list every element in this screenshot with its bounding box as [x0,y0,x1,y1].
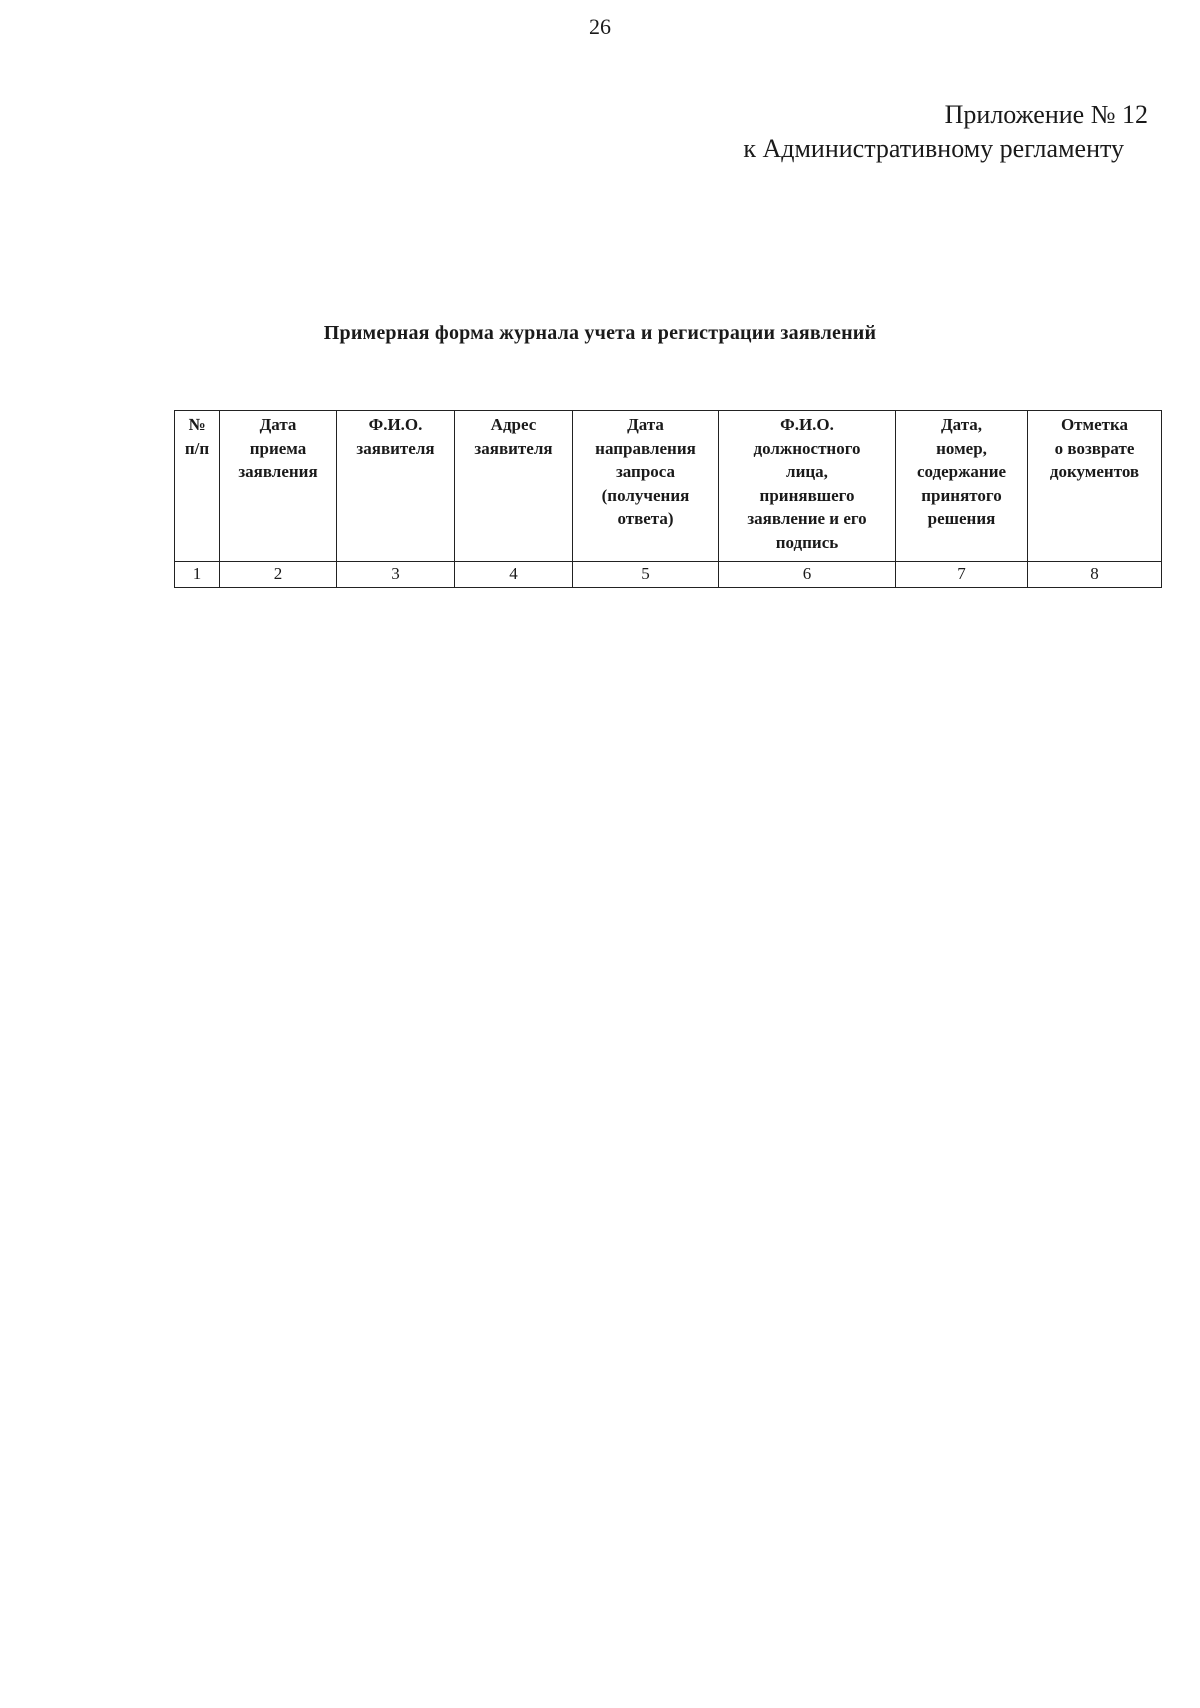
header-line: решения [927,509,996,528]
header-line: направления [595,438,696,458]
col-header-request-date [573,411,719,562]
page-number: 26 [589,14,611,39]
col-header-applicant-name [337,411,455,562]
header-line: лица, [786,462,828,481]
header-line: заявителя [356,438,435,458]
col-header-number [175,411,220,562]
col-header-documents-return [1028,411,1162,562]
col-header-official-name [719,411,896,562]
header-line: Дата [259,415,297,434]
column-number-cell: 7 [896,562,1028,588]
column-number-cell: 8 [1028,562,1162,588]
header-line: Дата, [940,415,983,434]
header-line: Отметка [1060,415,1129,434]
header-line: Дата [627,415,664,434]
header-line: приема [249,438,307,458]
header-line: № [188,415,206,434]
column-number-cell: 6 [719,562,896,588]
form-title: Примерная форма журнала учета и регистрации заявлений [323,322,877,344]
col-header-applicant-address [455,411,573,562]
header-line: п/п [184,438,210,458]
column-number-row [175,562,1162,588]
appendix-caption [743,98,1148,166]
header-line: запроса [615,462,676,481]
header-line: должностного [753,438,861,458]
header-line: содержание [916,462,1007,481]
header-line: принятого [921,485,1002,505]
appendix-reference: к Административному регламенту [743,134,1124,163]
header-line: Ф.И.О. [368,415,423,434]
col-header-decision [896,411,1028,562]
header-line: заявителя [474,438,553,458]
header-line: ответа) [617,509,674,528]
column-number-cell: 2 [220,562,337,588]
header-line: о возврате [1054,438,1135,458]
appendix-number: Приложение № 12 [944,100,1148,129]
header-line: (получения [601,485,690,505]
journal-table [174,410,1162,588]
header-line: Ф.И.О. [780,415,834,434]
column-number-cell: 5 [573,562,719,588]
header-line: подпись [775,532,839,552]
column-number-cell: 1 [175,562,220,588]
header-line: номер, [936,438,987,458]
header-line: Адрес [490,415,537,434]
col-header-receipt-date [220,411,337,562]
header-line: принявшего [759,485,855,505]
header-line: заявления [238,462,318,481]
header-row [175,411,1162,562]
header-line: документов [1049,462,1140,481]
column-number-cell: 3 [337,562,455,588]
header-line: заявление и его [747,509,867,528]
column-number-cell: 4 [455,562,573,588]
